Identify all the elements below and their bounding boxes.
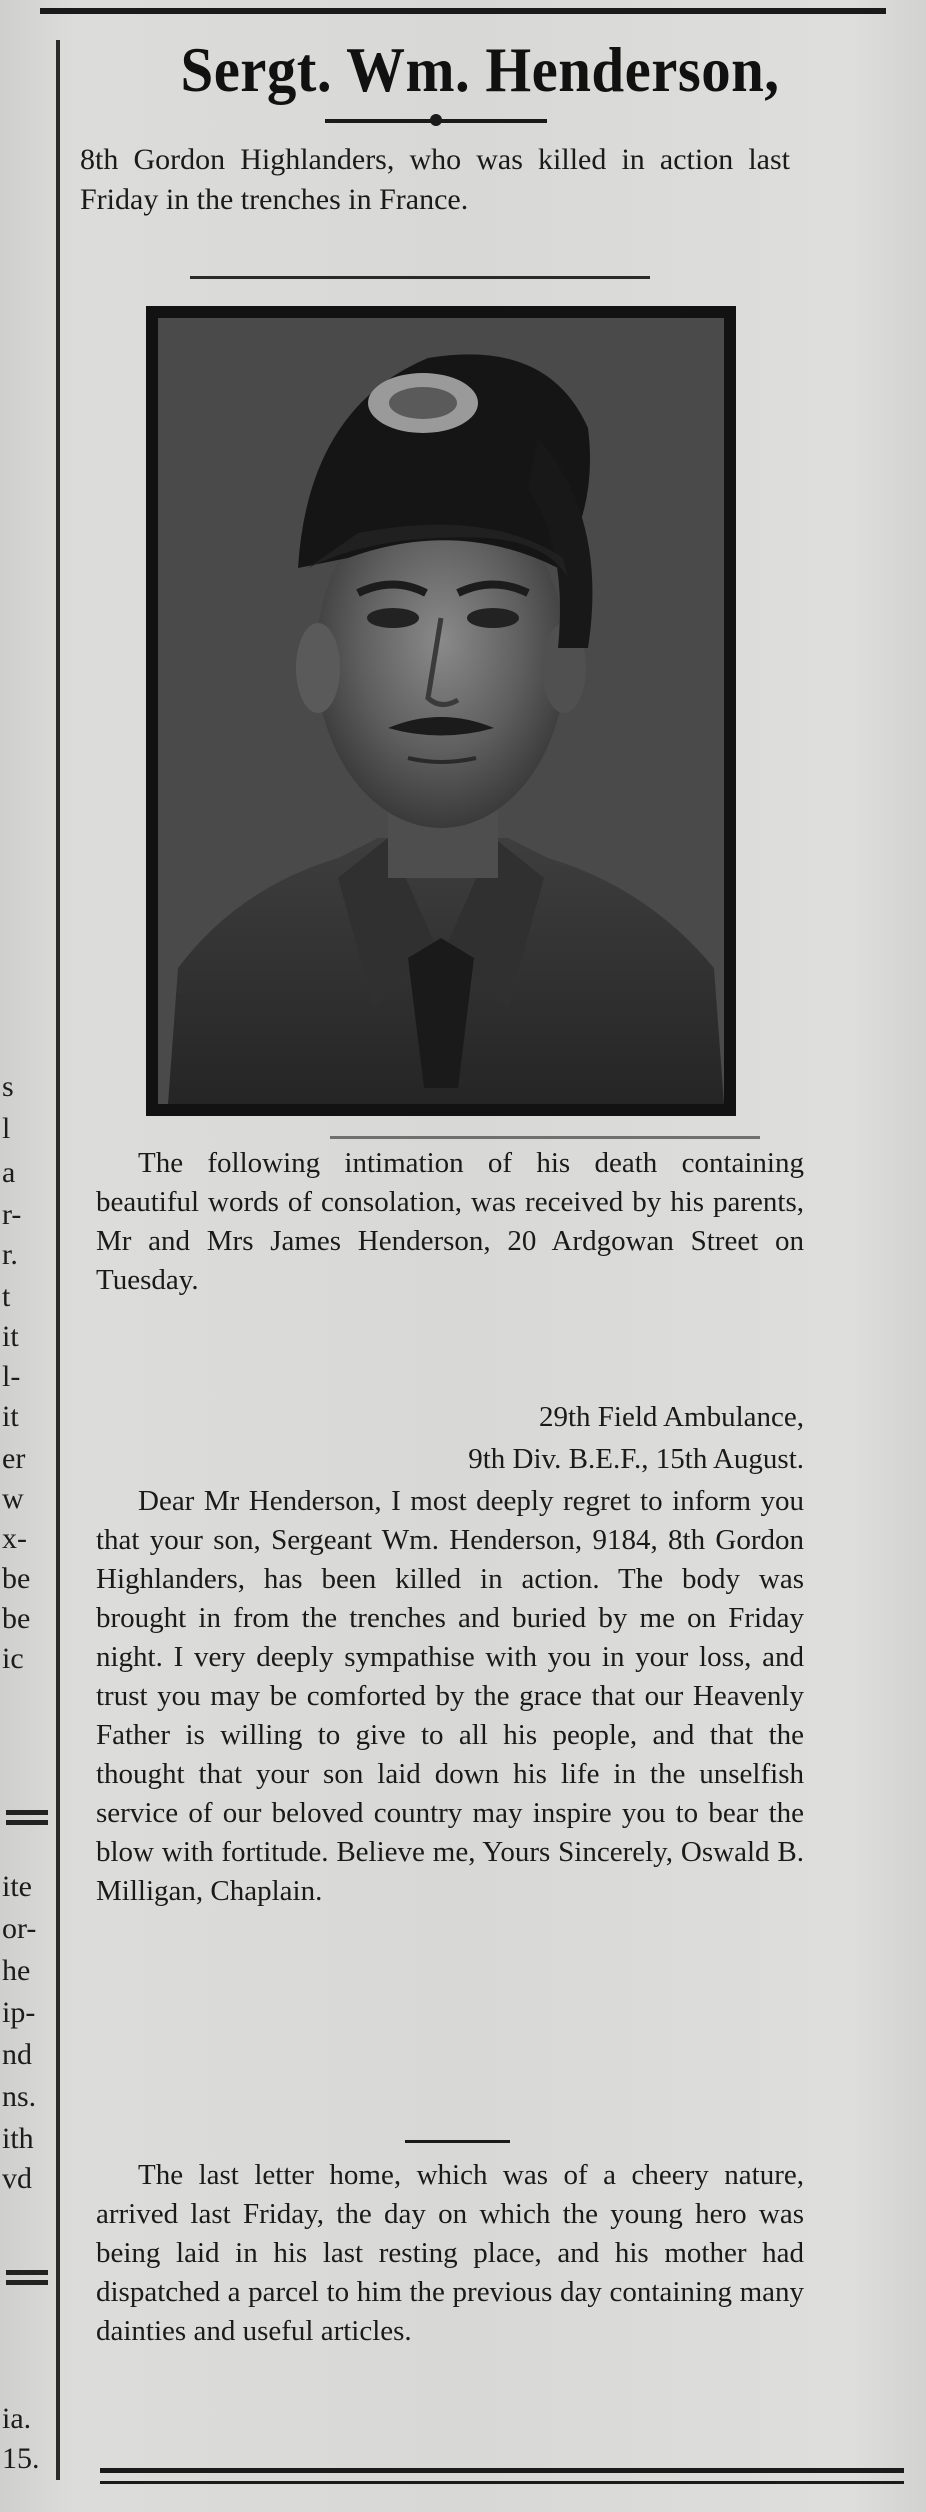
left-fragment: l- (2, 1360, 21, 1393)
letter-address-line1: 29th Field Ambulance, (539, 1401, 804, 1433)
left-fragment: w (2, 1482, 24, 1515)
article-subhead: 8th Gordon Highlanders, who was killed in action last Friday in the trenches in France. (80, 143, 790, 216)
left-fragment: ic (2, 1642, 24, 1675)
left-fragment: ns. (2, 2080, 37, 2113)
left-fragment: it (2, 1320, 19, 1353)
left-fragment: be (2, 1602, 31, 1635)
letter-address-line2: 9th Div. B.E.F., 15th August. (468, 1443, 804, 1475)
left-fragment: l (2, 1112, 11, 1145)
left-fragment: ite (2, 1870, 32, 1903)
left-fragment: be (2, 1562, 31, 1595)
left-column-rule (6, 1810, 48, 1815)
closing-paragraph: The last letter home, which was of a cheery nature, arrived last Friday, the day on which the young hero was being laid in his last resting place, and his mother had dispatched a parcel to him the previous day containing many dainties and useful articles. (96, 2159, 804, 2347)
left-column-rule (6, 1820, 48, 1825)
left-fragment: vd (2, 2162, 32, 2195)
left-fragment: t (2, 1280, 11, 1313)
left-fragment: or- (2, 1912, 37, 1945)
left-column-rule (6, 2270, 48, 2275)
left-fragment: nd (2, 2038, 32, 2071)
section-rule (405, 2140, 510, 2143)
article-headline: Sergt. Wm. Henderson, (180, 34, 780, 105)
left-column-rule (6, 2280, 48, 2285)
column-rule (56, 40, 60, 2480)
portrait-photograph (158, 318, 724, 1104)
left-fragment: a (2, 1156, 16, 1189)
left-fragment: 15. (2, 2442, 40, 2475)
photo-caption-rule (330, 1136, 760, 1139)
bottom-rule (100, 2468, 904, 2473)
portrait-frame (146, 306, 736, 1116)
left-fragment: ip- (2, 1996, 36, 2029)
intro-paragraph: The following intimation of his death containing beautiful words of consolation, was received by his parents, Mr and Mrs James Henderson, 20 Ardgowan Street on Tuesday. (96, 1147, 804, 1296)
left-fragment: he (2, 1954, 31, 1987)
left-fragment: r- (2, 1198, 22, 1231)
left-fragment: x- (2, 1522, 27, 1555)
left-fragment: r. (2, 1238, 18, 1271)
top-rule (40, 8, 886, 14)
left-fragment: er (2, 1442, 26, 1475)
subhead-rule (190, 276, 650, 279)
portrait-illustration (158, 318, 724, 1104)
bottom-rule (100, 2481, 904, 2484)
left-fragment: s (2, 1070, 14, 1103)
letter-body: Dear Mr Henderson, I most deeply regret to inform you that your son, Sergeant Wm. Henderson, 9184, 8th Gordon Highlanders, has been killed in action. The body was brought in from the trenches and buried by me on Friday night. I very deeply sympathise with you in your loss, and trust you may be comforted by the grace that our Heavenly Father is willing to give to all his people, and that the thought that your son laid down his life in the unselfish service of our beloved country may inspire you to bear the blow with fortitude. Believe me, Yours Sincerely, Oswald B. Milligan, Chaplain. (96, 1485, 804, 1907)
left-fragment: ia. (2, 2402, 32, 2435)
left-fragment: it (2, 1400, 19, 1433)
headline-rule-ornament (430, 114, 442, 126)
left-fragment: ith (2, 2122, 34, 2155)
